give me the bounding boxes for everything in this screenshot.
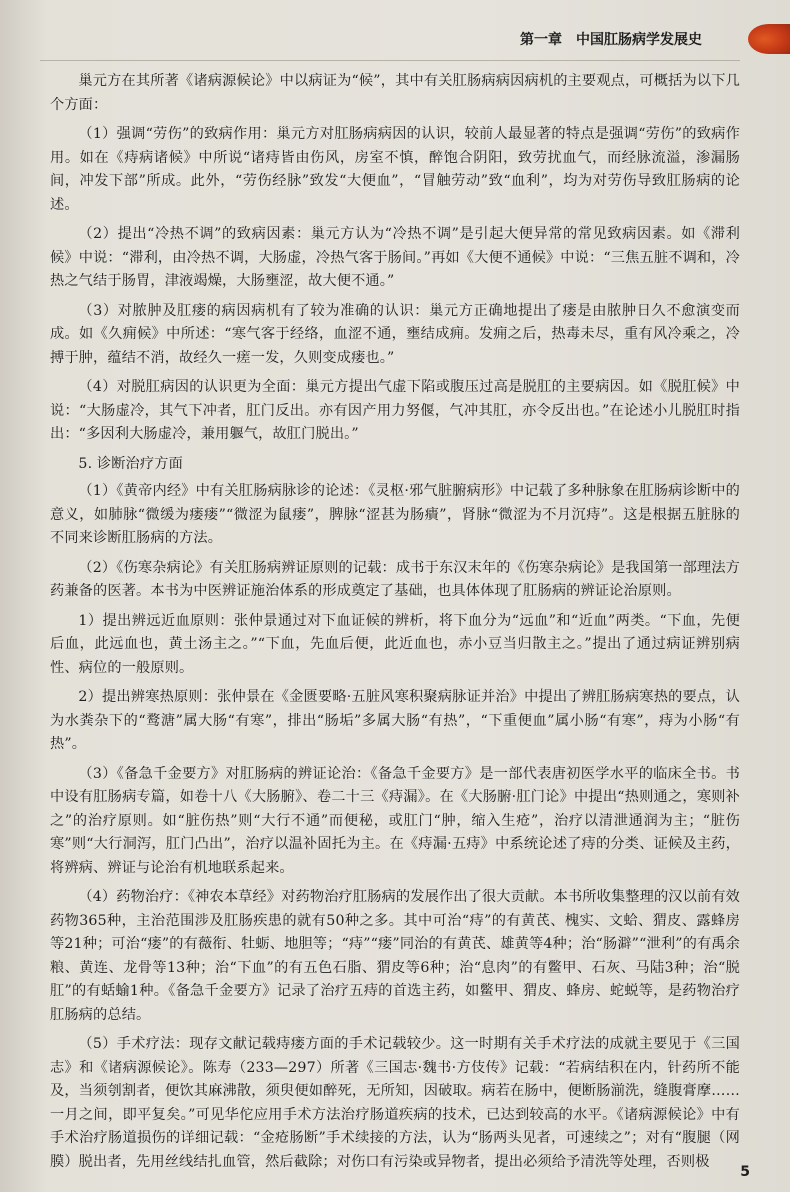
body-text: [50, 70, 740, 1180]
paragraph: （3）对脓肿及肛瘘的病因病机有了较为准确的认识：巢元方正确地提出了瘘是由脓肿日久不愈演变而成。如《久痈候》中所述：“寒气客于经络，血涩不通，壅结成痈。发痈之后，热毒未尽，重有风冷乘之，冷搏于肿，蕴结不消，故经久一瘥一发，久则变成瘘也。”: [50, 302, 740, 366]
header-divider: [40, 60, 740, 61]
paragraph: 2）提出辨寒热原则：张仲景在《金匮要略·五脏风寒积聚病脉证并治》中提出了辨肛肠病寒热的要点，认为水粪杂下的“鹜溏”属大肠“有寒”，排出“肠垢”多属大肠“有热”，“下重便血”属小肠“有寒”，痔为小肠“有热”。: [50, 689, 740, 752]
paragraph: （1）强调“劳伤”的致病作用：巢元方对肛肠病病因的认识，较前人最显著的特点是强调“劳伤”的致病作用。如在《痔病诸候》中所说“诸痔皆由伤风，房室不慎，醉饱合阴阳，致劳扰血气，而经脉流溢，渗漏肠间，冲发下部”所成。此外，“劳伤经脉”致发“大便血”，“冒触劳动”致“血利”，均为对劳伤导致肛肠病的论述。: [50, 126, 740, 213]
paragraph: （3）《备急千金要方》对肛肠病的辨证论治：《备急千金要方》是一部代表唐初医学水平的临床全书。书中设有肛肠病专篇，如卷十八《大肠腑》、卷二十三《痔漏》。在《大肠腑·肛门论》中提出“热则通之，寒则补之”的治疗原则。如“脏伤热”则“大行不通”而便秘，或肛门“肿，缩入生疮”，治疗以清泄通润为主；“脏伤寒”则“大行洞泻，肛门凸出”，治疗以温补固托为主。在《痔漏·五痔》中系统论述了痔的分类、证候及主药，将辨病、辨证与论治有机地联系起来。: [50, 765, 740, 876]
paragraph: 1）提出辨远近血原则：张仲景通过对下血证候的辨析，将下血分为“远血”和“近血”两类。“下血，先便后血，此远血也，黄土汤主之。”“下血，先血后便，此近血也，赤小豆当归散主之。”提出了通过病证辨别病性、病位的一般原则。: [50, 612, 740, 676]
chapter-title: 中国肛肠病学发展史: [576, 32, 702, 48]
header-ornament-icon: [748, 24, 790, 54]
paragraph: （4）药物治疗：《神农本草经》对药物治疗肛肠病的发展作出了很大贡献。本书所收集整理的汉以前有效药物365种，主治范围涉及肛肠疾患的就有50种之多。其中可治“痔”的有黄芪、槐实、文蛤、猬皮、露蜂房等21种；可治“瘘”的有薇衔、牡蛎、地胆等；“痔”“瘘”同治的有黄芪、雄黄等4种；治“肠澼”“泄利”的有禹余粮、黄连、龙骨等13种；治“下血”的有五色石脂、猬皮等6种；治“息肉”的有鳖甲、石灰、马陆3种；治“脱肛”的有蛞蝓1种。《备急千金要方》记录了治疗五痔的首选主药，如鳖甲、猬皮、蜂房、蛇蜕等，是药物治疗肛肠病的总结。: [50, 889, 740, 1023]
chapter-number: 第一章: [520, 32, 562, 48]
paragraph: 巢元方在其所著《诸病源候论》中以病证为“候”，其中有关肛肠病病因病机的主要观点，可概括为以下几个方面：: [50, 73, 740, 113]
page-number: 5: [740, 1164, 750, 1180]
paragraph: （2）《伤寒杂病论》有关肛肠病辨证原则的记载：成书于东汉末年的《伤寒杂病论》是我国第一部理法方药兼备的医著。本书为中医辨证施治体系的形成奠定了基础，也具体体现了肛肠病的辨证论治原则。: [50, 559, 740, 599]
paragraph: （5）手术疗法：现存文献记载痔瘘方面的手术记载较少。这一时期有关手术疗法的成就主要见于《三国志》和《诸病源候论》。陈寿（233—297）所著《三国志·魏书·方伎传》记载：“若病结积在内，针药所不能及，当须刳割者，便饮其麻沸散，须臾便如醉死，无所知，因破取。病若在肠中，便断肠湔洗，缝腹膏摩……一月之间，即平复矣。”可见华佗应用手术方法治疗肠道疾病的技术，已达到较高的水平。《诸病源候论》中有手术治疗肠道损伤的详细记载：“金疮肠断”手术续接的方法，认为“肠两头见者，可速续之”；对有“腹腿（网膜）脱出者，先用丝线结扎血管，然后截除；对伤口有污染或异物者，提出必须给予清洗等处理，否则极: [50, 1036, 740, 1170]
paragraph: （4）对脱肛病因的认识更为全面：巢元方提出气虚下陷或腹压过高是脱肛的主要病因。如《脱肛候》中说：“大肠虚冷，其气下冲者，肛门反出。亦有因产用力努偃，气冲其肛，亦令反出也。”在论述小儿脱肛时指出：“多因利大肠虚冷，兼用躽气，故肛门脱出。”: [50, 379, 740, 442]
paragraph: （2）提出“冷热不调”的致病因素：巢元方认为“冷热不调”是引起大便异常的常见致病因素。如《滞利候》中说：“滞利，由冷热不调，大肠虚，冷热气客于肠间。”再如《大便不通候》中说：“三焦五脏不调和，冷热之气结于肠胃，津液竭燥，大肠壅涩，故大便不通。”: [50, 226, 740, 289]
section-heading: 5. 诊断治疗方面: [78, 455, 183, 472]
paragraph: （1）《黄帝内经》中有关肛肠病脉诊的论述：《灵枢·邪气脏腑病形》中记载了多种脉象在肛肠病诊断中的意义，如肺脉“微缓为瘘瘘”“微涩为鼠瘘”，脾脉“涩甚为肠㿉”，肾脉“微涩为不月沉痔”。这是根据五脏脉的不同来诊断肛肠病的方法。: [50, 483, 740, 546]
